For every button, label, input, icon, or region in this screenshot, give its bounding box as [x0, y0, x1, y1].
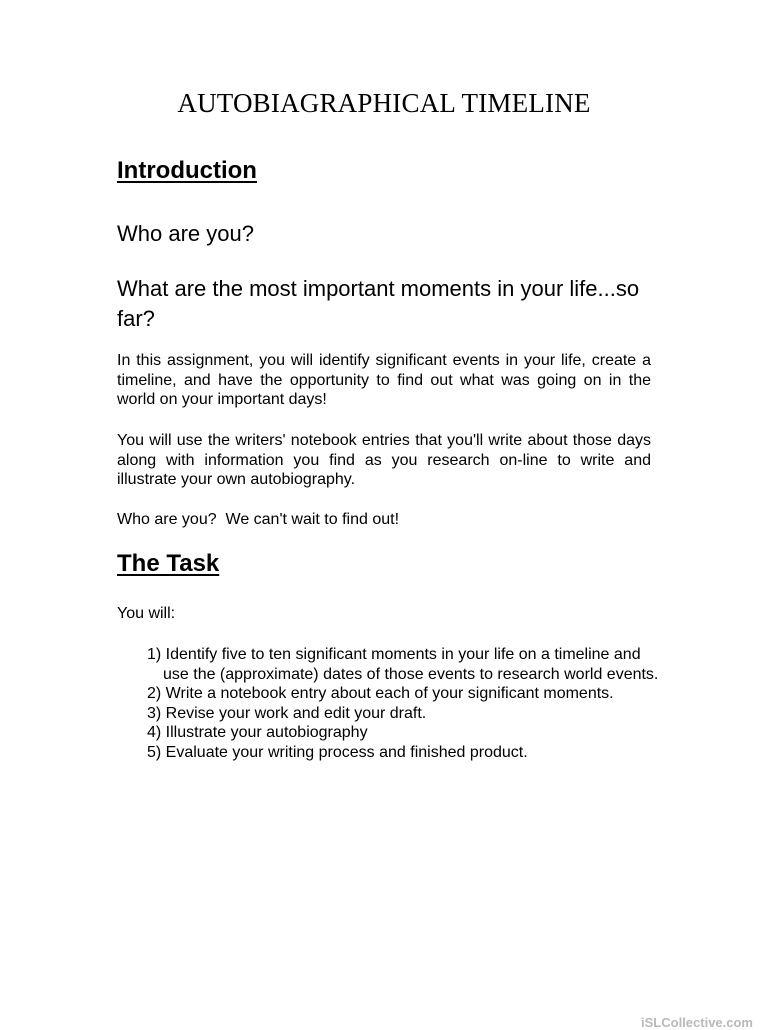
task-intro: You will: [117, 605, 176, 622]
intro-paragraph-1: In this assignment, you will identify significant events in your life, create a timeline, and have the opportunity to find out what was going on in the world on your important days! [117, 352, 651, 408]
task-item-1: 1) Identify five to ten significant moments in your life on a timeline and use the (approximate) dates of those events to research world events. [147, 646, 659, 683]
introduction-heading: Introduction [117, 157, 257, 184]
watermark-footer: iSLCollective.com [641, 1015, 753, 1030]
task-list [147, 645, 667, 762]
task-heading: The Task [117, 550, 220, 577]
document-title: AUTOBIAGRAPHICAL TIMELINE [177, 88, 591, 118]
question-important-moments: What are the most important moments in your life...so far? [117, 276, 640, 331]
question-who-are-you: Who are you? [117, 221, 254, 246]
task-item-2: 2) Write a notebook entry about each of your significant moments. [147, 685, 614, 702]
task-item-3: 3) Revise your work and edit your draft. [147, 704, 427, 722]
intro-paragraph-2: You will use the writers' notebook entries that you'll write about those days along with information you find as you research on-line to write and illustrate your own autobiography. [117, 432, 651, 488]
task-item-4: 4) Illustrate your autobiography [147, 724, 368, 741]
intro-paragraph-3: Who are you? We can't wait to find out! [117, 511, 400, 528]
task-item-5: 5) Evaluate your writing process and finished product. [147, 743, 528, 761]
